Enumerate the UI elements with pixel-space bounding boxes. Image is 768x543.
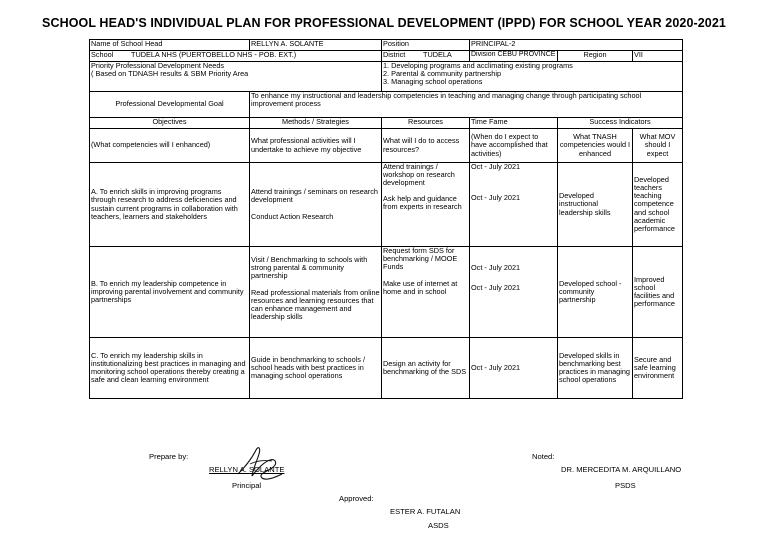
mov-cell: Secure and safe learning environment [633,338,683,399]
goal-value: To enhance my instructional and leadership competencies in teaching and managing change through participating school improvement process [250,92,683,118]
resources-cell [382,338,470,399]
time-cell [470,163,558,247]
header-row [90,118,683,129]
timeframe-header: Time Fame [470,118,558,129]
info-row-school [90,51,683,62]
objective-cell: A. To enrich skills in improving programs through research to address deficiencies and sustain current programs in collaboration with teachers, learners and stakeholders [90,163,250,247]
subheader-row [90,129,683,163]
district-cell [382,51,470,62]
success-header: Success Indicators [558,118,683,129]
resource-item: Attend trainings / workshop on research development [383,162,455,188]
noted-label: Noted: [532,452,555,461]
methods-header: Methods / Strategies [250,118,382,129]
mov-cell: Improved school facilities and performance [633,247,683,338]
priority-row [90,62,683,92]
tnash-cell: Developed instructional leadership skills [558,163,633,247]
objectives-subheader: (What competencies will I enhanced) [90,129,250,163]
tnash-cell: Developed skills in benchmarking best practices in managing school operations [558,338,633,399]
school-value: TUDELA NHS (PUERTOBELLO NHS - POB. EXT.) [131,50,297,59]
mov-cell: Developed teachers teaching competence and school academic performance [633,163,683,247]
school-label: School [91,50,114,59]
priority-label-line-2: ( Based on TDNASH results & SBM Priority Area [91,69,249,79]
priority-item: 3. Managing school operations [383,77,483,87]
mov-subheader: What MOV should I expect [633,129,683,163]
division-value: CEBU PROVINCE [497,51,556,58]
division-cell [470,51,558,62]
name-label: Name of School Head [90,40,250,51]
noted-name: DR. MERCEDITA M. ARQUILLANO [561,465,682,474]
method-item: Read professional materials from online resources and learning resources that can enhance management and leadership skills [251,287,380,322]
objectives-header: Objectives [90,118,250,129]
prepared-title: Principal [232,481,262,490]
methods-cell [250,247,382,338]
approved-label: Approved: [339,494,374,503]
time-item: Oct - July 2021 [471,263,521,272]
objective-cell: B. To enrich my leadership competence in improving parental involvement and community partnerships [90,247,250,338]
resources-cell [382,247,470,338]
tnash-subheader: What TNASH competencies would I enhanced [558,129,633,163]
info-row-name [90,40,683,51]
goal-row [90,92,683,118]
goal-label: Professional Developmental Goal [90,92,250,118]
priority-label-line-1: Priority Professional Development Needs [91,61,225,70]
time-item: Oct - July 2021 [471,162,521,171]
resources-header: Resources [382,118,470,129]
district-label: District [383,50,406,59]
time-item: Oct - July 2021 [471,193,521,203]
district-value: TUDELA [423,50,452,59]
prepared-label: Prepare by: [149,452,189,461]
resources-subheader: What will I do to access resources? [382,129,470,163]
priority-label [90,62,382,92]
school-cell [90,51,382,62]
position-value: PRINCIPAL-2 [470,40,683,51]
resource-item: Make use of internet at home and in school [383,278,458,296]
prepared-name: RELLYN A. SOLANTE [209,465,285,474]
approved-name: ESTER A. FUTALAN [390,507,461,516]
resource-item: Request form SDS for benchmarking / MOOE Funds [383,246,458,272]
page-title: SCHOOL HEAD'S INDIVIDUAL PLAN FOR PROFESSIONAL DEVELOPMENT (IPPD) FOR SCHOOL YEAR 2020-2021 [42,16,726,30]
time-cell [470,247,558,338]
resources-cell [382,163,470,247]
method-item: Conduct Action Research [251,211,334,221]
methods-cell [250,163,382,247]
approved-title: ASDS [428,521,449,530]
method-item: Guide in benchmarking to schools / school heads with best practices in managing school operations [251,354,365,381]
timeframe-subheader: (When do I expect to have accomplished that activities) [470,129,558,163]
region-label: Region [558,51,633,62]
table-row [90,163,683,247]
method-item: Visit / Benchmarking to schools with strong parental & community partnership [251,255,368,281]
name-value: RELLYN A. SOLANTE [250,40,382,51]
methods-subheader: What professional activities will I undertake to achieve my objective [250,129,382,163]
noted-title: PSDS [615,481,636,490]
tnash-cell: Developed school -community partnership [558,247,633,338]
methods-cell [250,338,382,399]
division-label: Division [471,51,496,58]
time-item: Oct - July 2021 [471,283,521,293]
time-cell [470,338,558,399]
objective-cell: C. To enrich my leadership skills in institutionalizing best practices in managing and monitoring school operations thereby creating a safe and clean learning environment [90,338,250,399]
table-row [90,338,683,399]
position-label: Position [382,40,470,51]
region-value: VII [633,51,683,62]
priority-item: 1. Developing programs and acclimating existing programs [383,61,573,70]
method-item: Attend trainings / seminars on research development [251,187,378,205]
ippd-table [89,39,683,399]
priority-list [382,62,683,92]
table-row [90,247,683,338]
time-item: Oct - July 2021 [471,362,521,372]
resource-item: Ask help and guidance from experts in research [383,193,462,211]
resource-item: Design an activity for benchmarking of the SDS [383,358,467,376]
priority-item: 2. Parental & community partnership [383,69,502,79]
